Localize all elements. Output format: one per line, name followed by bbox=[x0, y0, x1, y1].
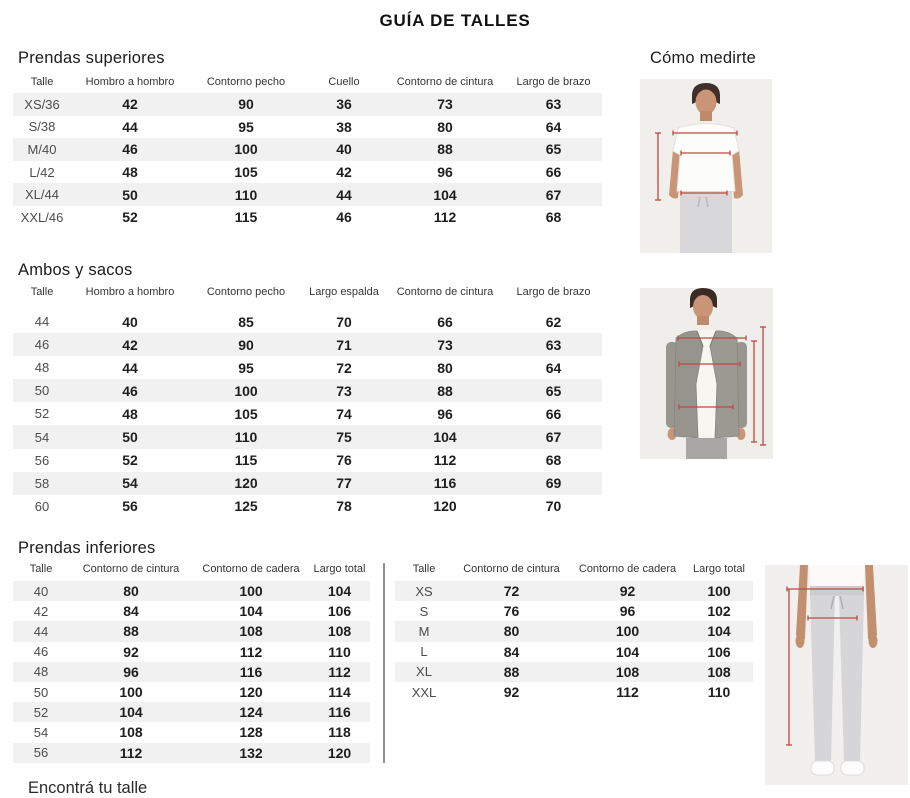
measure-value: 73 bbox=[437, 96, 453, 113]
table-row bbox=[13, 206, 602, 229]
size-label: 54 bbox=[33, 724, 49, 740]
measure-value: 62 bbox=[545, 313, 562, 330]
measure-value: 80 bbox=[437, 359, 453, 376]
size-table-prendas-superiores bbox=[13, 74, 602, 229]
measure-value: 112 bbox=[239, 643, 263, 660]
measure-value: 112 bbox=[616, 684, 639, 701]
size-label: L bbox=[420, 644, 428, 660]
size-label: XXL/46 bbox=[20, 209, 64, 225]
column-header: Talle bbox=[30, 286, 54, 298]
measure-value: 120 bbox=[239, 684, 263, 701]
measure-value: 96 bbox=[437, 164, 453, 181]
table-row bbox=[13, 722, 370, 742]
size-label: 56 bbox=[34, 452, 50, 468]
measure-value: 95 bbox=[238, 118, 254, 135]
measure-value: 66 bbox=[545, 405, 562, 422]
size-label: 42 bbox=[33, 603, 49, 619]
measure-value: 106 bbox=[327, 603, 352, 620]
size-label: 56 bbox=[33, 745, 49, 761]
column-header: Largo de brazo bbox=[516, 286, 591, 298]
table-row bbox=[13, 402, 602, 425]
measure-value: 120 bbox=[234, 475, 258, 492]
measure-value: 52 bbox=[122, 209, 138, 226]
size-label: 46 bbox=[34, 337, 50, 353]
column-header: Contorno de cintura bbox=[463, 563, 560, 575]
measure-value: 132 bbox=[239, 744, 263, 761]
measure-value: 63 bbox=[545, 96, 562, 113]
measure-value: 95 bbox=[238, 359, 254, 376]
table-row bbox=[13, 356, 602, 379]
measure-value: 104 bbox=[119, 704, 143, 721]
column-header: Contorno pecho bbox=[206, 286, 286, 298]
measure-value: 70 bbox=[336, 313, 352, 330]
measure-value: 90 bbox=[238, 96, 254, 113]
measure-value: 74 bbox=[336, 405, 352, 422]
table-header-row bbox=[13, 74, 602, 90]
column-header: Talle bbox=[29, 563, 53, 575]
measure-value: 108 bbox=[239, 623, 263, 640]
measure-value: 46 bbox=[122, 141, 138, 158]
section-heading-prendas-inferiores: Prendas inferiores bbox=[18, 539, 156, 557]
table-row bbox=[395, 581, 753, 601]
measure-value: 92 bbox=[619, 583, 636, 600]
size-table-prendas-inferiores-letter bbox=[395, 561, 753, 702]
measure-value: 85 bbox=[238, 313, 254, 330]
measure-value: 76 bbox=[503, 603, 520, 620]
measure-value: 114 bbox=[328, 684, 351, 701]
measure-value: 108 bbox=[615, 663, 640, 680]
measure-value: 48 bbox=[122, 164, 138, 181]
measure-value: 108 bbox=[707, 663, 731, 680]
measure-value: 110 bbox=[328, 643, 351, 660]
measure-value: 38 bbox=[336, 118, 352, 135]
measure-value: 104 bbox=[707, 623, 731, 640]
table-row bbox=[13, 472, 602, 495]
measure-value: 104 bbox=[433, 186, 457, 203]
measure-value: 108 bbox=[119, 724, 143, 741]
measure-value: 77 bbox=[336, 475, 352, 492]
measure-value: 118 bbox=[328, 724, 351, 741]
measure-value: 48 bbox=[122, 405, 138, 422]
measure-value: 66 bbox=[437, 313, 453, 330]
measure-value: 63 bbox=[545, 336, 562, 353]
measure-value: 116 bbox=[433, 475, 457, 492]
table-row bbox=[13, 93, 602, 116]
table-row bbox=[13, 495, 602, 518]
measure-value: 116 bbox=[239, 663, 263, 680]
table-row bbox=[13, 621, 370, 641]
column-header: Talle bbox=[412, 563, 436, 575]
measure-value: 104 bbox=[239, 603, 263, 620]
column-header: Contorno pecho bbox=[206, 76, 286, 88]
measure-value: 70 bbox=[545, 498, 562, 515]
section-heading-ambos-y-sacos: Ambos y sacos bbox=[18, 261, 133, 279]
column-header: Talle bbox=[30, 76, 54, 88]
measure-value: 104 bbox=[433, 429, 457, 446]
size-label: S/38 bbox=[28, 119, 56, 135]
measure-value: 52 bbox=[122, 452, 138, 469]
table-divider bbox=[383, 563, 385, 763]
table-row bbox=[13, 449, 602, 472]
measure-value: 96 bbox=[437, 405, 453, 422]
measure-value: 50 bbox=[122, 186, 138, 203]
measurement-photo-tshirt bbox=[640, 79, 772, 253]
tshirt-figure-image bbox=[640, 79, 772, 253]
measure-value: 104 bbox=[327, 583, 352, 600]
table-row bbox=[13, 310, 602, 333]
table-row bbox=[13, 379, 602, 402]
measure-value: 42 bbox=[122, 336, 138, 353]
size-label: M bbox=[418, 623, 430, 639]
measure-value: 56 bbox=[122, 498, 138, 515]
measure-value: 120 bbox=[327, 744, 352, 761]
table-row bbox=[395, 662, 753, 682]
measure-value: 46 bbox=[122, 382, 138, 399]
size-label: 60 bbox=[34, 498, 50, 514]
table-row bbox=[395, 601, 753, 621]
column-header: Largo total bbox=[693, 563, 745, 575]
measure-value: 72 bbox=[503, 583, 520, 600]
column-header: Contorno de cadera bbox=[202, 563, 300, 575]
measure-value: 112 bbox=[119, 744, 143, 761]
measure-value: 125 bbox=[234, 498, 258, 515]
table-row bbox=[13, 702, 370, 722]
size-label: 52 bbox=[33, 704, 49, 720]
measure-value: 112 bbox=[433, 452, 457, 469]
measure-value: 66 bbox=[545, 164, 562, 181]
measurement-photo-blazer bbox=[640, 288, 773, 459]
joggers-figure-image bbox=[765, 565, 908, 785]
measure-value: 100 bbox=[615, 623, 640, 640]
size-label: XL/44 bbox=[25, 187, 59, 203]
size-label: XS bbox=[415, 583, 433, 599]
measure-value: 44 bbox=[122, 359, 138, 376]
table-row bbox=[13, 743, 370, 763]
column-header: Contorno de cintura bbox=[396, 286, 494, 298]
measure-value: 67 bbox=[545, 429, 562, 446]
measure-value: 92 bbox=[503, 684, 520, 701]
measure-value: 110 bbox=[234, 186, 258, 203]
measure-value: 96 bbox=[123, 663, 139, 680]
measure-value: 108 bbox=[327, 623, 352, 640]
size-table-prendas-inferiores-numeric bbox=[13, 561, 370, 763]
size-label: 40 bbox=[33, 583, 49, 599]
measure-value: 88 bbox=[437, 141, 453, 158]
size-label: 44 bbox=[33, 623, 49, 639]
measure-value: 88 bbox=[437, 382, 453, 399]
measure-value: 65 bbox=[545, 141, 562, 158]
column-header: Hombro a hombro bbox=[85, 76, 175, 88]
table-row bbox=[395, 642, 753, 662]
table-row bbox=[13, 161, 602, 184]
blazer-figure-image bbox=[640, 288, 773, 459]
page-title: GUÍA DE TALLES bbox=[379, 11, 531, 30]
size-label: XXL bbox=[411, 684, 437, 700]
measure-value: 64 bbox=[545, 118, 562, 135]
measure-value: 96 bbox=[619, 603, 636, 620]
size-label: S bbox=[419, 603, 429, 619]
measure-value: 115 bbox=[234, 209, 258, 226]
measure-value: 36 bbox=[336, 96, 352, 113]
size-table-ambos-y-sacos bbox=[13, 284, 602, 518]
table-row bbox=[13, 642, 370, 662]
size-label: 44 bbox=[34, 314, 50, 330]
measure-value: 115 bbox=[234, 452, 258, 469]
measure-value: 112 bbox=[433, 209, 457, 226]
measure-value: 76 bbox=[336, 452, 352, 469]
measure-value: 104 bbox=[615, 643, 640, 660]
measure-value: 40 bbox=[122, 313, 138, 330]
measure-value: 112 bbox=[328, 663, 351, 680]
table-row bbox=[13, 183, 602, 206]
measure-value: 80 bbox=[437, 118, 453, 135]
measure-value: 40 bbox=[336, 141, 352, 158]
column-header: Largo total bbox=[313, 563, 366, 575]
measure-value: 44 bbox=[336, 186, 352, 203]
measure-value: 50 bbox=[122, 429, 138, 446]
measure-value: 100 bbox=[234, 141, 258, 158]
table-row bbox=[13, 662, 370, 682]
measure-value: 73 bbox=[336, 382, 352, 399]
measure-value: 42 bbox=[122, 96, 138, 113]
measure-value: 88 bbox=[503, 663, 520, 680]
table-header-row bbox=[395, 561, 753, 577]
column-header: Largo de brazo bbox=[516, 76, 591, 88]
size-label: 52 bbox=[34, 406, 50, 422]
section-heading-como-medirte: Cómo medirte bbox=[650, 49, 757, 67]
measure-value: 80 bbox=[123, 583, 139, 600]
measure-value: 64 bbox=[545, 359, 562, 376]
table-row bbox=[13, 581, 370, 601]
measure-value: 116 bbox=[328, 704, 351, 721]
measure-value: 128 bbox=[239, 724, 263, 741]
size-label: 48 bbox=[34, 360, 50, 376]
column-header: Hombro a hombro bbox=[85, 286, 175, 298]
column-header: Largo espalda bbox=[309, 286, 379, 298]
table-row bbox=[395, 621, 753, 641]
column-header: Contorno de cadera bbox=[578, 563, 677, 575]
measure-value: 106 bbox=[707, 643, 731, 660]
measure-value: 105 bbox=[234, 164, 258, 181]
measure-value: 110 bbox=[707, 684, 731, 701]
size-label: 46 bbox=[33, 644, 49, 660]
measure-value: 78 bbox=[336, 498, 352, 515]
size-label: 58 bbox=[34, 475, 50, 491]
table-row bbox=[13, 333, 602, 356]
measure-value: 75 bbox=[336, 429, 352, 446]
measure-value: 100 bbox=[239, 583, 263, 600]
measure-value: 88 bbox=[123, 623, 139, 640]
measure-value: 100 bbox=[707, 583, 731, 600]
measure-value: 67 bbox=[545, 186, 562, 203]
size-label: XS/36 bbox=[24, 96, 60, 112]
measure-value: 54 bbox=[122, 475, 138, 492]
size-label: 48 bbox=[33, 664, 49, 680]
measure-value: 68 bbox=[545, 452, 562, 469]
measure-value: 69 bbox=[545, 475, 562, 492]
table-row bbox=[13, 138, 602, 161]
table-header-row bbox=[13, 284, 602, 300]
measure-value: 80 bbox=[503, 623, 520, 640]
measure-value: 100 bbox=[234, 382, 258, 399]
column-header: Contorno de cintura bbox=[396, 76, 494, 88]
table-header-row bbox=[13, 561, 370, 577]
size-label: M/40 bbox=[27, 141, 57, 157]
measure-value: 71 bbox=[336, 336, 352, 353]
measure-value: 90 bbox=[238, 336, 254, 353]
measure-value: 46 bbox=[336, 209, 352, 226]
measure-value: 84 bbox=[123, 603, 139, 620]
size-label: 50 bbox=[34, 383, 50, 399]
table-row bbox=[13, 682, 370, 702]
measure-value: 65 bbox=[545, 382, 562, 399]
measure-value: 42 bbox=[336, 164, 352, 181]
table-row bbox=[13, 601, 370, 621]
measure-value: 84 bbox=[503, 643, 520, 660]
measurement-photo-joggers bbox=[765, 565, 908, 785]
measure-value: 73 bbox=[437, 336, 453, 353]
measure-value: 124 bbox=[239, 704, 263, 721]
section-heading-prendas-superiores: Prendas superiores bbox=[18, 49, 165, 67]
column-header: Contorno de cintura bbox=[82, 563, 180, 575]
table-row bbox=[13, 116, 602, 139]
measure-value: 100 bbox=[119, 684, 143, 701]
measure-value: 92 bbox=[123, 643, 139, 660]
size-label: XL bbox=[416, 664, 432, 680]
size-label: 50 bbox=[33, 684, 49, 700]
measure-value: 68 bbox=[545, 209, 562, 226]
column-header: Cuello bbox=[328, 76, 360, 88]
clipped-bottom-heading: Encontrá tu talle bbox=[28, 779, 148, 797]
size-label: L/42 bbox=[29, 164, 55, 180]
table-row bbox=[395, 682, 753, 702]
measure-value: 44 bbox=[122, 118, 138, 135]
measure-value: 120 bbox=[433, 498, 457, 515]
measure-value: 105 bbox=[234, 405, 258, 422]
table-row bbox=[13, 425, 602, 448]
measure-value: 102 bbox=[707, 603, 731, 620]
measure-value: 110 bbox=[234, 429, 258, 446]
size-label: 54 bbox=[34, 429, 50, 445]
measure-value: 72 bbox=[336, 359, 352, 376]
